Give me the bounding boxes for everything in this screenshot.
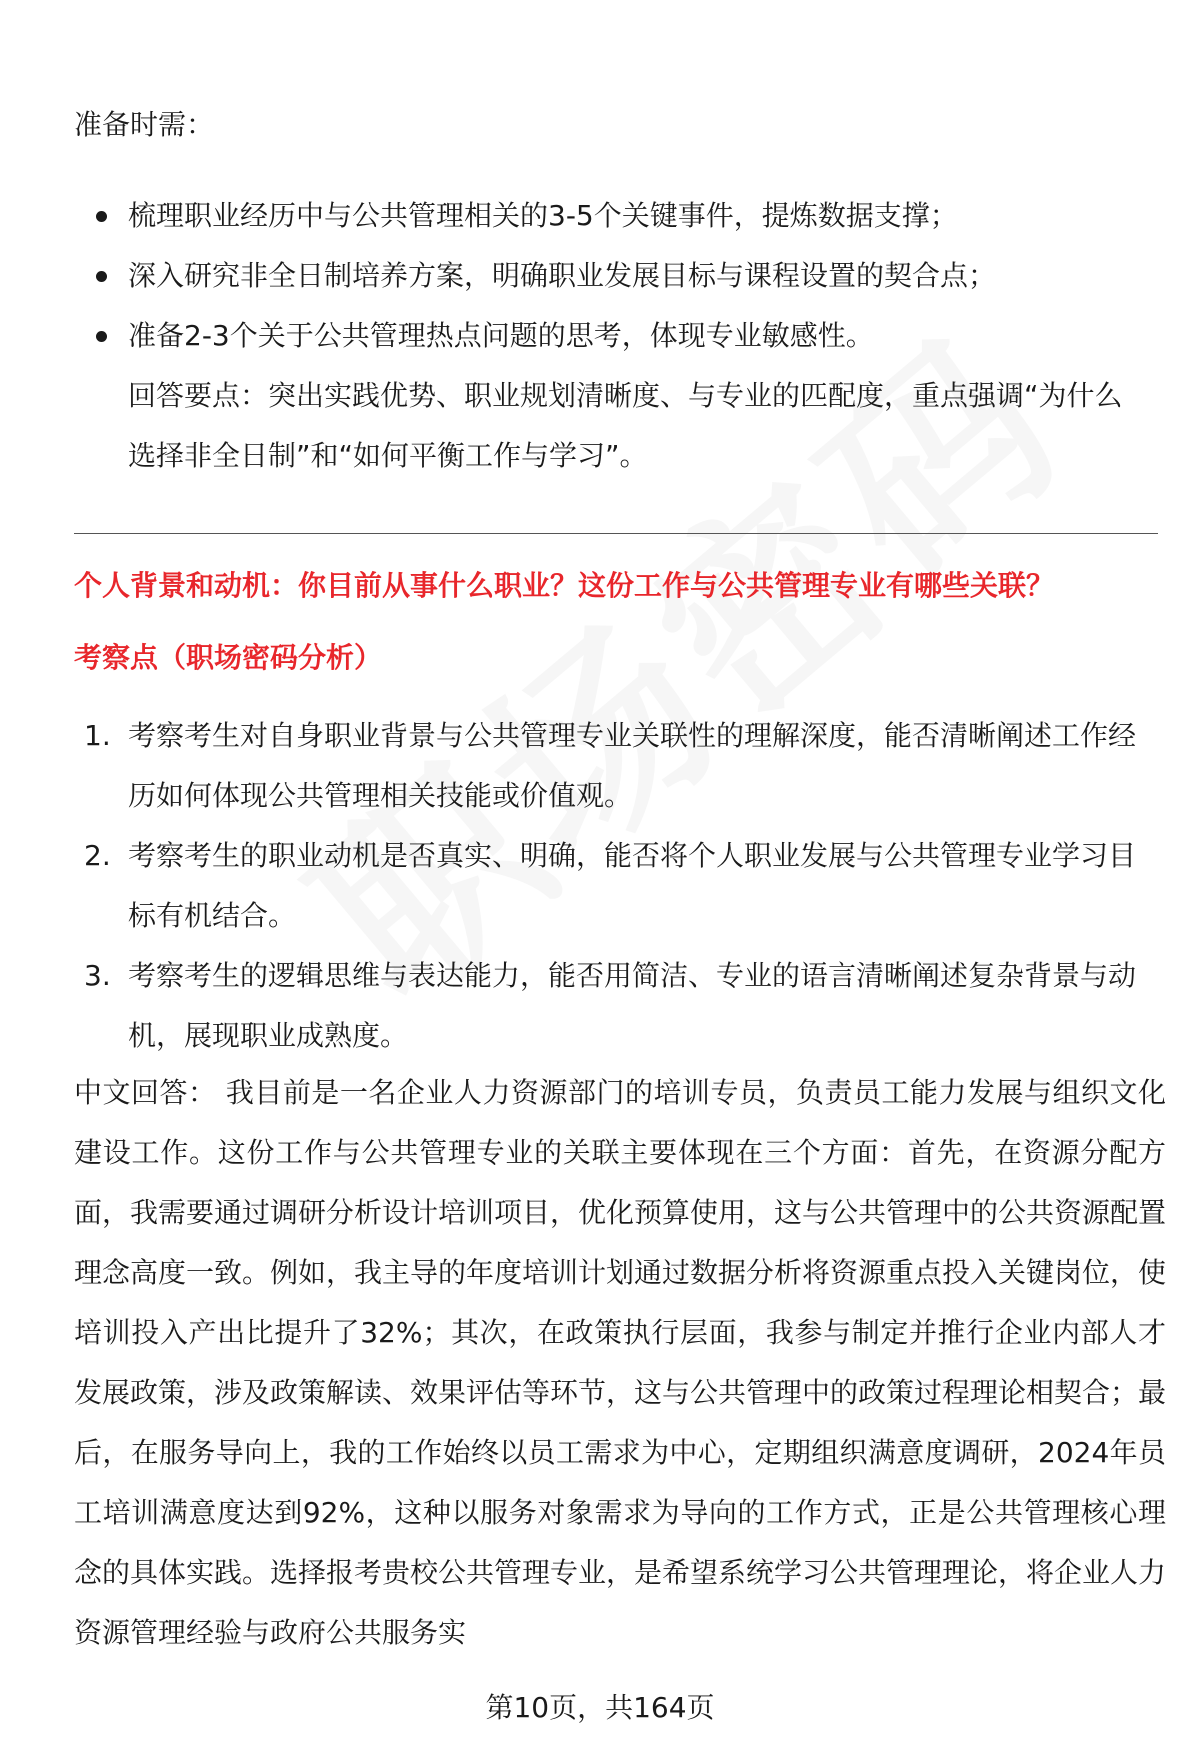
point-text: 考察考生的职业动机是否真实、明确，能否将个人职业发展与公共管理专业学习目标有机结合。 (128, 839, 1137, 932)
point-number: 3. (84, 959, 111, 992)
point-number: 1. (84, 719, 111, 752)
bullet-text: 梳理职业经历中与公共管理相关的3-5个关键事件，提炼数据支撑； (128, 199, 958, 232)
bullet-dot-icon (96, 331, 107, 342)
assessment-point-list (74, 706, 1144, 1066)
bullet-dot-icon (96, 211, 107, 222)
bullet-dot-icon (96, 271, 107, 282)
bullet-item (74, 306, 1164, 366)
assessment-point (74, 946, 1144, 1066)
assessment-point (74, 706, 1144, 826)
prep-label: 准备时需： (74, 108, 215, 141)
point-text: 考察考生对自身职业背景与公共管理专业关联性的理解深度，能否清晰阐述工作经历如何体现公共管理相关技能或价值观。 (128, 719, 1137, 812)
assessment-subhead: 考察点（职场密码分析） (74, 641, 383, 674)
question-heading: 个人背景和动机：你目前从事什么职业？这份工作与公共管理专业有哪些关联？ (74, 569, 1055, 602)
assessment-point (74, 826, 1144, 946)
chinese-answer-paragraph: 中文回答： 我目前是一名企业人力资源部门的培训专员，负责员工能力发展与组织文化建设工作。这份工作与公共管理专业的关联主要体现在三个方面：首先，在资源分配方面，我需要通过调研分析设计培训项目，优化预算使用，这与公共管理中的公共资源配置理念高度一致。例如，我主导的年度培训计划通过数据分析将资源重点投入关键岗位，使培训投入产出比提升了32%；其次，在政策执行层面，我参与制定并推行企业内部人才发展政策，涉及政策解读、效果评估等环节，这与公共管理中的政策过程理论相契合；最后，在服务导向上，我的工作始终以员工需求为中心，定期组织满意度调研，2024年员工培训满意度达到92%，这种以服务对象需求为导向的工作方式，正是公共管理核心理念的具体实践。选择报考贵校公共管理专业，是希望系统学习公共管理理论，将企业人力资源管理经验与政府公共服务实 (74, 1076, 1167, 1649)
prep-bullet-list (74, 186, 1164, 366)
bullet-text: 深入研究非全日制培养方案，明确职业发展目标与课程设置的契合点； (128, 259, 997, 292)
bullet-item (74, 186, 1164, 246)
point-number: 2. (84, 839, 111, 872)
answer-key-text: 回答要点：突出实践优势、职业规划清晰度、与专业的匹配度，重点强调“为什么选择非全日制”和“如何平衡工作与学习”。 (128, 379, 1123, 472)
page-number-footer: 第10页，共164页 (485, 1691, 715, 1724)
point-text: 考察考生的逻辑思维与表达能力，能否用简洁、专业的语言清晰阐述复杂背景与动机，展现职业成熟度。 (128, 959, 1137, 1052)
section-divider (74, 533, 1158, 534)
bullet-item (74, 246, 1164, 306)
bullet-text: 准备2-3个关于公共管理热点问题的思考，体现专业敏感性。 (128, 319, 874, 352)
